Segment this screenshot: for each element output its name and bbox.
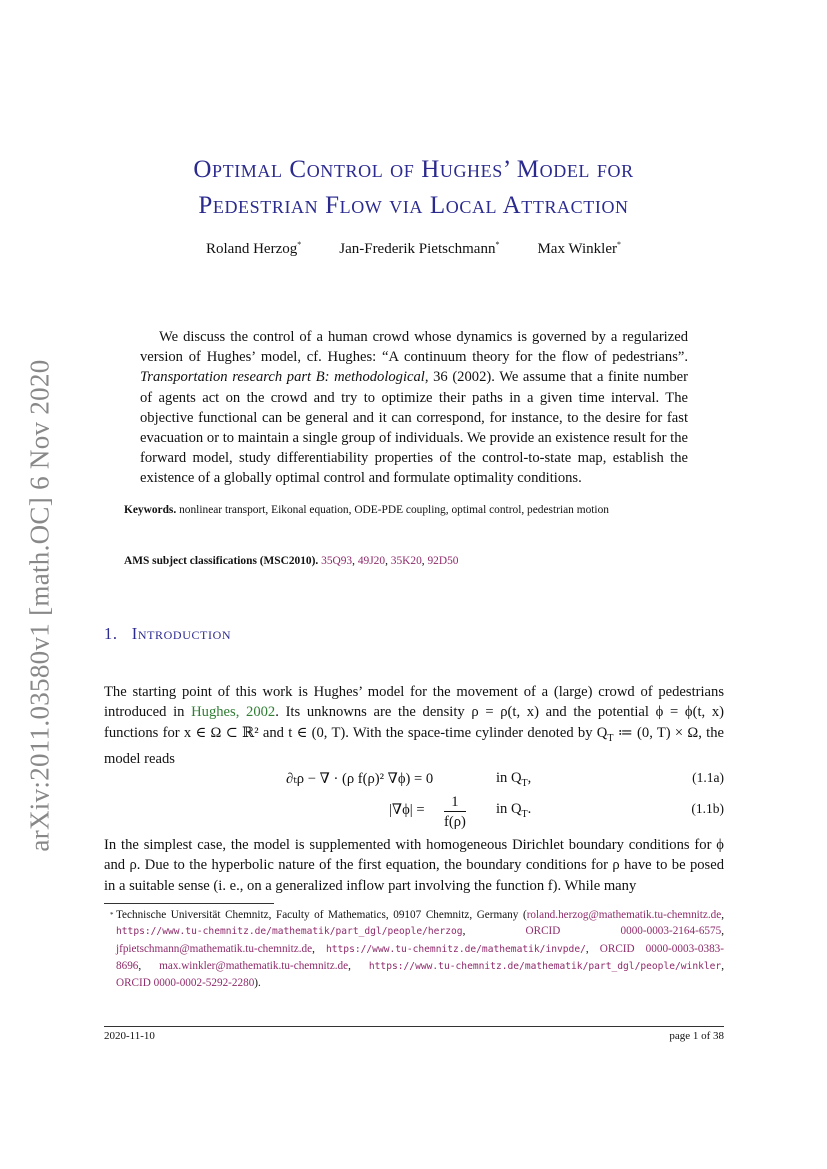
equation-lhs: ∂ₜρ − ∇ · (ρ f(ρ)² ∇ϕ) = 0 bbox=[286, 771, 434, 787]
keywords bbox=[124, 504, 704, 516]
equation-condition bbox=[496, 801, 531, 820]
equation-number: (1.1b) bbox=[691, 801, 724, 816]
email-link-winkler[interactable]: max.winkler@mathematik.tu-chemnitz.de bbox=[159, 959, 349, 972]
fraction-denominator: f(ρ) bbox=[444, 814, 466, 830]
author-footnote-mark[interactable]: * bbox=[495, 240, 500, 249]
cond-punct: . bbox=[527, 801, 532, 817]
url-link-pietschmann[interactable]: https://www.tu-chemnitz.de/mathematik/invpde/ bbox=[325, 943, 586, 955]
abstract-text-2: , 36 (2002). We assume that a finite number of agents act on the crowd and try to optimize their paths in a given time interval. The objective functional can be general and it can correspond, for instance, to the desire for fast evacuation or to maintain a single group of individuals. We provide an existence result for the forward model, study differentiability properties of the control-to-state map, establish the existence of a globally optimal control and formulate optimality conditions. bbox=[140, 369, 688, 487]
author-name: Max Winkler bbox=[537, 241, 617, 257]
ams-label: AMS subject classifications (MSC2010). bbox=[124, 555, 319, 567]
author-list bbox=[100, 240, 727, 258]
keywords-label: Keywords. bbox=[124, 504, 177, 516]
msc-code-link[interactable]: 35Q93 bbox=[321, 555, 353, 567]
footnote-affiliation: Technische Universität Chemnitz, Faculty of Mathematics, 09107 Chemnitz, Germany ( bbox=[116, 909, 527, 921]
abstract-journal: Transportation research part B: methodological bbox=[140, 369, 425, 386]
equation-condition bbox=[496, 770, 531, 789]
section-title: Introduction bbox=[131, 624, 232, 643]
author-name: Jan-Frederik Pietschmann bbox=[339, 241, 496, 257]
footer-page-number: page 1 of 38 bbox=[669, 1030, 724, 1042]
cond-sub: T bbox=[521, 777, 528, 789]
footnote-mark: * bbox=[110, 911, 114, 919]
author-footnote-mark[interactable]: * bbox=[616, 240, 621, 249]
author-3 bbox=[537, 240, 621, 258]
paper-title bbox=[100, 152, 727, 224]
page-footer-rule bbox=[104, 1026, 724, 1027]
arxiv-stamp-text: arXiv:2011.03580v1 [math.OC] 6 Nov 2020 bbox=[24, 358, 55, 852]
intro-text bbox=[104, 682, 724, 769]
equation-lhs-text: |∇ϕ| = bbox=[389, 802, 425, 818]
cond-in: in Q bbox=[496, 801, 522, 817]
abstract-paragraph bbox=[140, 327, 688, 489]
orcid-link-pietschmann[interactable]: ORCID 0000-0003-0383-8696 bbox=[116, 942, 724, 972]
keywords-text: nonlinear transport, Eikonal equation, ODE-PDE coupling, optimal control, pedestrian motion bbox=[179, 504, 609, 516]
msc-code-link[interactable]: 49J20 bbox=[357, 555, 386, 567]
body-paragraph-2 bbox=[104, 835, 724, 896]
email-link-herzog[interactable]: roland.herzog@mathematik.tu-chemnitz.de bbox=[526, 909, 722, 921]
title-line-2: Pedestrian Flow via Local Attraction bbox=[198, 192, 629, 219]
intro-text-c: ≔ (0, T) × Ω, the model reads bbox=[104, 724, 724, 767]
orcid-link-herzog[interactable]: ORCID 0000-0003-2164-6575 bbox=[525, 925, 722, 938]
footnote-rule bbox=[104, 903, 274, 904]
author-1 bbox=[206, 240, 301, 258]
author-2 bbox=[339, 240, 499, 258]
intro-text-a: The starting point of this work is Hughes’ model for the movement of a (large) crowd of pedestrians introduced in bbox=[104, 684, 724, 721]
url-link-herzog[interactable]: https://www.tu-chemnitz.de/mathematik/part_dgl/people/herzog bbox=[116, 926, 463, 938]
msc-code-link[interactable]: 92D50 bbox=[427, 555, 459, 567]
cond-in: in Q bbox=[496, 770, 522, 786]
section-heading bbox=[104, 624, 231, 644]
orcid-link-winkler[interactable]: ORCID 0000-0002-5292-2280 bbox=[116, 977, 255, 990]
msc-code-link[interactable]: 35K20 bbox=[390, 555, 422, 567]
equation-fraction bbox=[444, 793, 466, 832]
cond-punct: , bbox=[527, 770, 532, 786]
intro-text-b: . Its unknowns are the density ρ = ρ(t, x) and the potential ϕ = ϕ(t, x) functions for x ∈ Ω ⊂ ℝ² and t ∈ (0, T). With the space-time cylinder denoted by Q bbox=[104, 704, 724, 741]
ams-classifications: AMS subject classifications (MSC2010). 35Q93, 49J20, 35K20, 92D50 bbox=[124, 555, 459, 567]
equation-lhs bbox=[389, 801, 425, 819]
title-line-1: Optimal Control of Hughes’ Model for bbox=[193, 156, 634, 183]
author-footnote: * Technische Universität Chemnitz, Faculty of Mathematics, 09107 Chemnitz, Germany (roland.herzog@mathematik.tu-chemnitz.de, https://www.tu-chemnitz.de/mathematik/part_dgl/people/herzog, ORCID 0000-0003-2164-6575, jfpietschmann@mathematik.tu-chemnitz.de, https://www.tu-chemnitz.de/mathematik/invpde/, ORCID 0000-0003-0383-8696, max.winkler@mathematik.tu-chemnitz.de, https://www.tu-chemnitz.de/mathematik/part_dgl/people/winkler, ORCID 0000-0002-5292-2280). bbox=[110, 909, 725, 990]
section-number: 1. bbox=[104, 624, 118, 643]
abstract bbox=[140, 327, 688, 489]
intro-paragraph bbox=[104, 682, 724, 769]
intro-subscript: T bbox=[607, 732, 614, 744]
equation-1-1a bbox=[104, 770, 724, 792]
author-footnote-mark[interactable]: * bbox=[297, 240, 302, 249]
fraction-numerator: 1 bbox=[444, 793, 466, 812]
citation-link[interactable]: Hughes, 2002 bbox=[191, 704, 276, 721]
cond-sub: T bbox=[521, 808, 528, 820]
author-name: Roland Herzog bbox=[206, 241, 298, 257]
email-link-pietschmann[interactable]: jfpietschmann@mathematik.tu-chemnitz.de bbox=[116, 942, 313, 955]
arxiv-side-stamp bbox=[14, 345, 66, 865]
equation-number: (1.1a) bbox=[692, 770, 724, 785]
abstract-text-1: We discuss the control of a human crowd whose dynamics is governed by a regularized version of Hughes’ model, cf. Hughes: “A continuum theory for the flow of pedestrians”. bbox=[140, 329, 688, 366]
equation-1-1b bbox=[104, 793, 724, 837]
footer-date: 2020-11-10 bbox=[104, 1030, 155, 1042]
url-link-winkler[interactable]: https://www.tu-chemnitz.de/mathematik/part_dgl/people/winkler bbox=[368, 960, 722, 972]
footnote-close: ). bbox=[254, 977, 261, 990]
body-text: In the simplest case, the model is supplemented with homogeneous Dirichlet boundary conditions for ϕ and ρ. Due to the hyperbolic nature of the first equation, the boundary conditions for ρ have to be posed in a suitable sense (i. e., on a generalized inflow part involving the function f). While many bbox=[104, 837, 724, 894]
